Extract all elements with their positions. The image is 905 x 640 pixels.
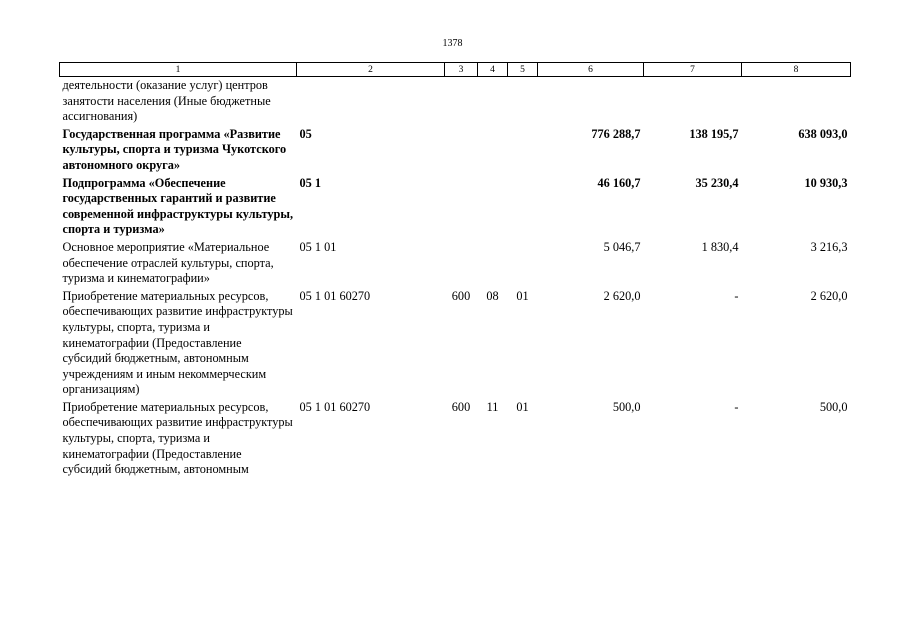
row-col4 — [478, 127, 508, 176]
header-cell-7: 7 — [644, 63, 742, 77]
row-col4 — [478, 240, 508, 289]
row-name: деятельности (оказание услуг) центров занятости населения (Иные бюджетные ассигнования) — [62, 78, 271, 124]
row-col5 — [508, 176, 538, 240]
row-code: 05 1 01 60270 — [299, 288, 371, 303]
row-col4: 11 — [486, 399, 499, 414]
row-name: Основное мероприятие «Материальное обеспечение отраслей культуры, спорта, туризма и кинематографии» — [62, 239, 274, 286]
row-code — [297, 77, 445, 127]
row-col5 — [508, 77, 538, 127]
header-cell-1: 1 — [60, 63, 297, 77]
header-cell-8: 8 — [742, 63, 851, 77]
row-value-7: 1 830,4 — [701, 239, 739, 254]
row-value-8: 2 620,0 — [810, 288, 848, 303]
table-row — [60, 127, 851, 176]
table-row — [60, 289, 851, 400]
page-number: 1378 — [442, 38, 463, 49]
row-name: Приобретение материальных ресурсов, обеспечивающих развитие инфраструктуры культуры, спорта, туризма и кинематографии (Предоставление субсидий бюджетным, автономным — [62, 399, 293, 477]
table-row — [60, 400, 851, 480]
row-name: Приобретение материальных ресурсов, обеспечивающих развитие инфраструктуры культуры, спорта, туризма и кинематографии (Предоставление субсидий бюджетным, автономным учреждениям и иным некоммерческим организациям) — [62, 288, 293, 397]
header-cell-2: 2 — [297, 63, 445, 77]
row-code: 05 — [299, 126, 312, 141]
row-col3 — [445, 77, 478, 127]
row-col3 — [445, 176, 478, 240]
row-value-6: 2 620,0 — [603, 288, 641, 303]
header-cell-4: 4 — [478, 63, 508, 77]
row-value-6 — [538, 77, 644, 127]
row-col4: 08 — [486, 288, 499, 303]
header-cell-5: 5 — [508, 63, 538, 77]
row-col5: 01 — [516, 399, 529, 414]
row-name: Государственная программа «Развитие культуры, спорта и туризма Чукотского автономного округа» — [62, 126, 287, 172]
row-value-6: 500,0 — [612, 399, 641, 414]
row-col5: 01 — [516, 288, 529, 303]
row-col5 — [508, 127, 538, 176]
header-cell-3: 3 — [445, 63, 478, 77]
row-code: 05 1 01 — [299, 239, 337, 254]
row-value-7: - — [734, 288, 739, 303]
row-value-6: 5 046,7 — [603, 239, 641, 254]
row-value-8: 638 093,0 — [798, 126, 848, 141]
row-value-8 — [742, 77, 851, 127]
row-value-8: 500,0 — [819, 399, 848, 414]
header-row — [60, 63, 851, 77]
row-value-7: - — [734, 399, 739, 414]
table-row — [60, 176, 851, 240]
row-col4 — [478, 77, 508, 127]
row-code: 05 1 01 60270 — [299, 399, 371, 414]
row-value-6: 46 160,7 — [597, 175, 641, 190]
row-col3: 600 — [451, 288, 471, 303]
header-cell-6: 6 — [538, 63, 644, 77]
table-row — [60, 240, 851, 289]
row-value-7: 138 195,7 — [689, 126, 739, 141]
row-name: Подпрограмма «Обеспечение государственных гарантий и развитие современной инфраструктуры культуры, спорта и туризма» — [62, 175, 294, 237]
row-col3 — [445, 127, 478, 176]
row-value-6: 776 288,7 — [591, 126, 641, 141]
row-col3 — [445, 240, 478, 289]
row-col5 — [508, 240, 538, 289]
row-value-7: 35 230,4 — [695, 175, 739, 190]
row-col3: 600 — [451, 399, 471, 414]
row-value-8: 10 930,3 — [804, 175, 848, 190]
row-value-7 — [644, 77, 742, 127]
row-value-8: 3 216,3 — [810, 239, 848, 254]
table-row — [60, 77, 851, 127]
budget-table — [59, 62, 851, 480]
row-code: 05 1 — [299, 175, 322, 190]
row-col4 — [478, 176, 508, 240]
